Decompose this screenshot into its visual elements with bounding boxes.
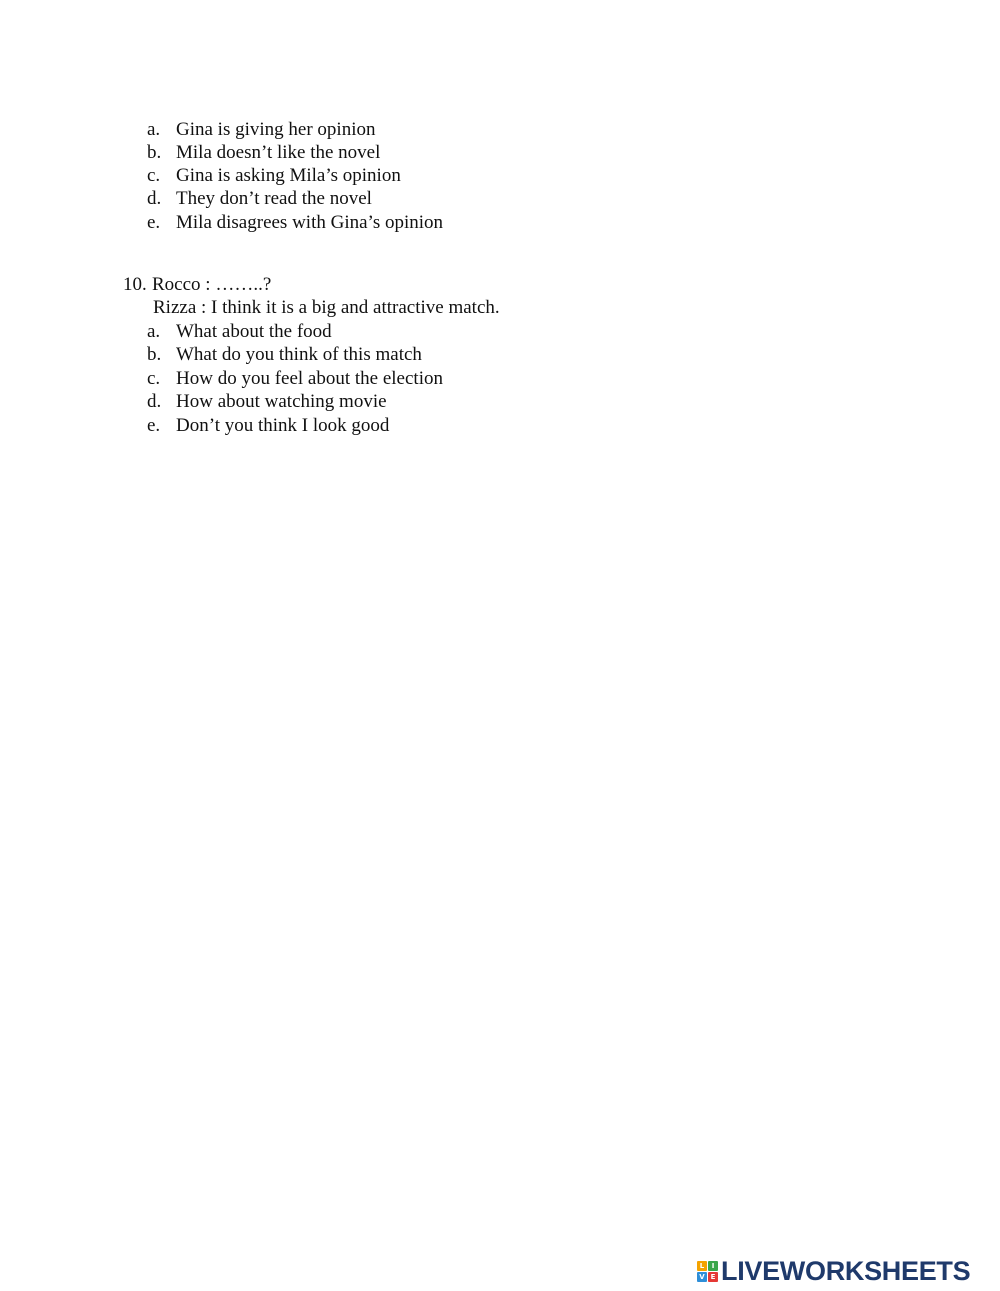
- logo-mark-tile: L: [697, 1261, 707, 1271]
- option-text: How do you feel about the election: [176, 368, 443, 389]
- option-text: What do you think of this match: [176, 344, 422, 365]
- option-letter: c.: [147, 165, 161, 186]
- option-text: How about watching movie: [176, 391, 387, 412]
- option-9d[interactable]: [147, 187, 547, 210]
- option-text: They don’t read the novel: [176, 188, 372, 209]
- option-10a[interactable]: [147, 320, 547, 343]
- option-letter: a.: [147, 119, 161, 140]
- option-letter: b.: [147, 344, 162, 365]
- option-text: Don’t you think I look good: [176, 415, 390, 436]
- option-9c[interactable]: [147, 164, 547, 187]
- question-prompt-text: Rocco : ……..?: [152, 274, 272, 295]
- option-letter: c.: [147, 368, 161, 389]
- option-9a[interactable]: [147, 118, 547, 141]
- option-letter: a.: [147, 321, 161, 342]
- option-letter: e.: [147, 212, 161, 233]
- answer-line-text: Rizza : I think it is a big and attractive match.: [153, 297, 500, 318]
- logo-wordmark: LIVEWORKSHEETS: [721, 1256, 971, 1286]
- option-9e[interactable]: [147, 211, 547, 234]
- logo-mark-tile: I: [708, 1261, 718, 1271]
- liveworksheets-logo[interactable]: [697, 1258, 970, 1284]
- option-letter: b.: [147, 142, 162, 163]
- option-text: Mila doesn’t like the novel: [176, 142, 381, 163]
- question-10-prompt: [123, 273, 523, 296]
- option-10b[interactable]: [147, 343, 547, 366]
- liveworksheets-logo-icon: [697, 1261, 718, 1282]
- option-9b[interactable]: [147, 141, 547, 164]
- option-letter: d.: [147, 188, 162, 209]
- option-text: Gina is giving her opinion: [176, 119, 376, 140]
- option-letter: e.: [147, 415, 161, 436]
- logo-mark-tile: E: [708, 1272, 718, 1282]
- option-10e[interactable]: [147, 414, 547, 437]
- logo-mark-tile: V: [697, 1272, 707, 1282]
- question-10-answer-line: [153, 296, 553, 319]
- option-text: What about the food: [176, 321, 332, 342]
- option-10d[interactable]: [147, 390, 547, 413]
- option-letter: d.: [147, 391, 162, 412]
- option-text: Mila disagrees with Gina’s opinion: [176, 212, 444, 233]
- question-number: 10.: [123, 274, 147, 295]
- option-10c[interactable]: [147, 367, 547, 390]
- option-text: Gina is asking Mila’s opinion: [176, 165, 401, 186]
